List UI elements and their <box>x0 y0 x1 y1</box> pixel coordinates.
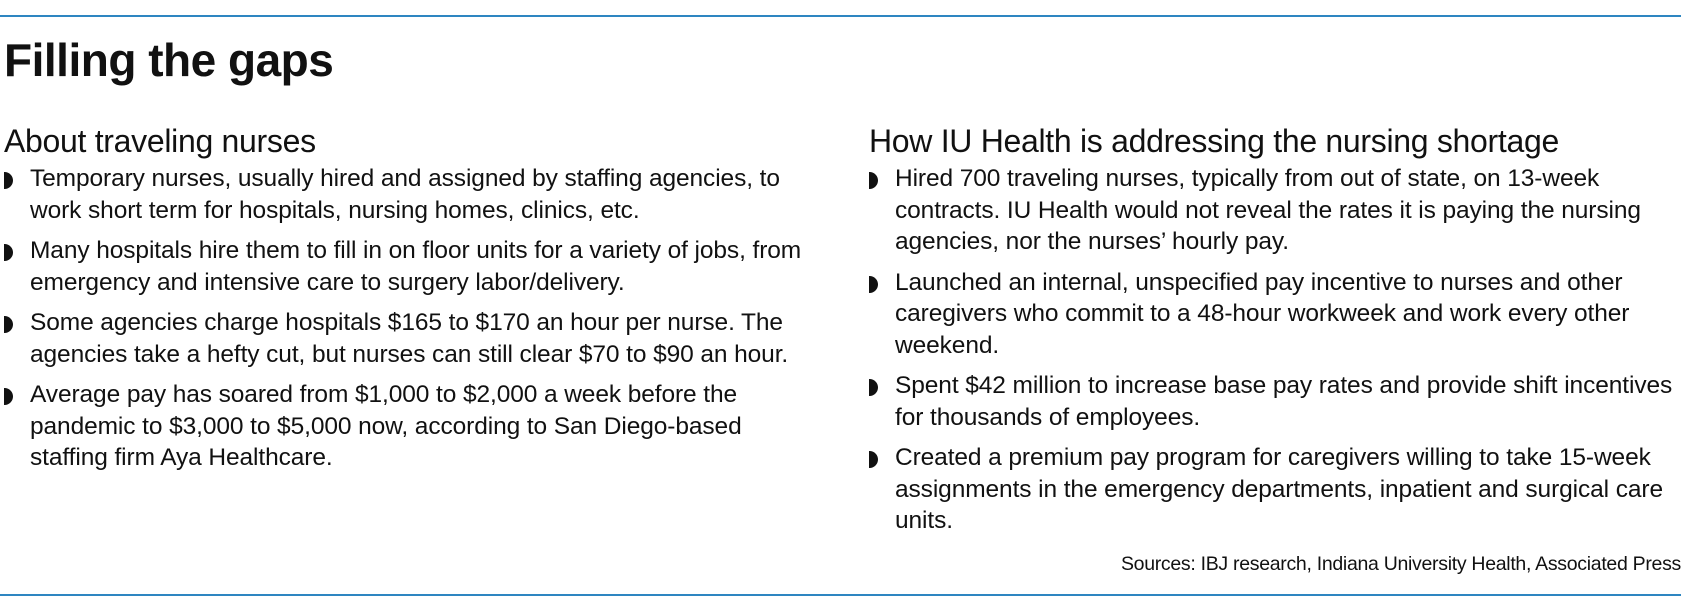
iu-health-list <box>869 163 1681 537</box>
list-item-text: Launched an internal, unspecified pay incentive to nurses and other caregivers who commit to a 48-hour workweek and work every other weekend. <box>895 268 1630 359</box>
sources-credit: Sources: IBJ research, Indiana University Health, Associated Press <box>1120 553 1681 575</box>
bullet-icon <box>4 244 13 261</box>
list-item-text: Average pay has soared from $1,000 to $2,000 a week before the pandemic to $3,000 to $5,000 now, according to San Diego-based staffing firm Aya Healthcare. <box>30 381 742 471</box>
top-divider <box>0 15 1681 17</box>
iu-health-section <box>869 121 1681 546</box>
bullet-icon <box>4 388 13 405</box>
list-item-text: Spent $42 million to increase base pay rates and provide shift incentives for thousands of employees. <box>895 372 1673 431</box>
list-item <box>869 267 1681 362</box>
list-item <box>869 163 1681 258</box>
list-item <box>869 442 1681 537</box>
traveling-nurses-heading: About traveling nurses <box>4 123 316 159</box>
list-item-text: Created a premium pay program for caregivers willing to take 15-week assignments in the emergency departments, inpatient and surgical care units. <box>895 444 1663 534</box>
list-item-text: Many hospitals hire them to fill in on floor units for a variety of jobs, from emergency and intensive care to surgery labor/delivery. <box>30 237 802 296</box>
list-item <box>4 163 824 226</box>
iu-health-heading: How IU Health is addressing the nursing shortage <box>869 123 1559 159</box>
traveling-nurses-section <box>4 121 824 483</box>
bullet-icon <box>869 172 878 189</box>
bullet-icon <box>4 172 13 189</box>
list-item <box>4 307 824 370</box>
list-item-text: Some agencies charge hospitals $165 to $170 an hour per nurse. The agencies take a hefty cut, but nurses can still clear $70 to $90 an hour. <box>30 309 789 368</box>
bullet-icon <box>869 276 878 293</box>
list-item-text: Temporary nurses, usually hired and assigned by staffing agencies, to work short term for hospitals, nursing homes, clinics, etc. <box>30 165 780 224</box>
list-item <box>4 379 824 474</box>
bottom-divider <box>0 594 1681 596</box>
bullet-icon <box>869 379 878 396</box>
list-item <box>869 370 1681 433</box>
traveling-nurses-list <box>4 163 824 474</box>
page-title: Filling the gaps <box>4 34 334 86</box>
bullet-icon <box>4 316 13 333</box>
list-item-text: Hired 700 traveling nurses, typically from out of state, on 13-week contracts. IU Health would not reveal the rates it is paying the nursing agencies, nor the nurses’ hourly pay. <box>895 165 1641 255</box>
bullet-icon <box>869 451 878 468</box>
list-item <box>4 235 824 298</box>
